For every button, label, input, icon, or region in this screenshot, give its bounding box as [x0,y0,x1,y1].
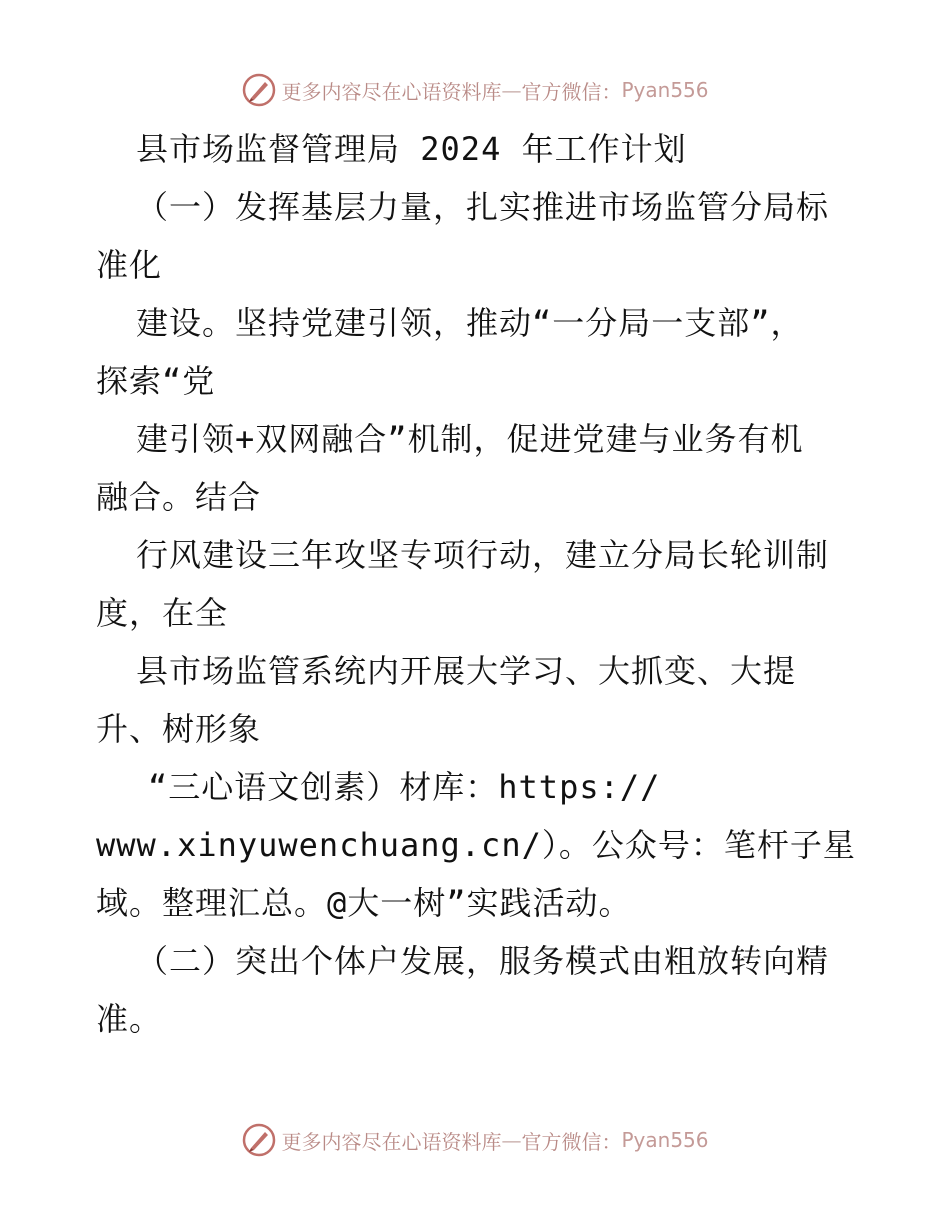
paragraph-line: （二）突出个体户发展，服务模式由粗放转向精 [136,942,830,980]
watermark-site-name: 更多内容尽在心语资料库 [281,1129,502,1154]
document-title: 县市场监督管理局 2024 年工作计划 [136,130,687,168]
watermark-contact-label: 官方微信： [521,79,622,104]
watermark-contact-id: Pyan556 [621,78,709,102]
paragraph-line: “三心语文创素）材库：https:// [148,768,661,806]
paragraph-line: 准化 [96,246,163,284]
paragraph-line: 融合。结合 [96,478,262,516]
paragraph-line: 度，在全 [96,594,229,632]
watermark-contact-id: Pyan556 [621,1128,709,1152]
watermark-site-name: 更多内容尽在心语资料库 [281,79,502,104]
paragraph-line: 升、树形象 [96,710,262,748]
paragraph-line: 探索“党 [96,362,216,400]
watermark-separator: — [501,1128,522,1152]
document-body [96,120,856,1048]
paragraph-line: 准。 [96,1000,163,1038]
paragraph-line: 建引领+双网融合”机制，促进党建与业务有机 [136,420,804,458]
quill-logo-icon [241,1122,277,1158]
watermark-separator: — [501,78,522,102]
paragraph-line: www.xinyuwenchuang.cn/）。公众号：笔杆子星 [96,826,856,864]
header-watermark [0,70,950,110]
paragraph-line: （一）发挥基层力量，扎实推进市场监管分局标 [136,188,830,226]
paragraph-line: 域。整理汇总。@大一树”实践活动。 [96,884,632,922]
paragraph-line: 行风建设三年攻坚专项行动，建立分局长轮训制 [136,536,830,574]
watermark-contact-label: 官方微信： [521,1129,622,1154]
quill-logo-icon [241,72,277,108]
footer-watermark [0,1120,950,1160]
paragraph-line: 建设。坚持党建引领，推动“一分局一支部”， [136,304,804,342]
paragraph-line: 县市场监管系统内开展大学习、大抓变、大提 [136,652,797,690]
